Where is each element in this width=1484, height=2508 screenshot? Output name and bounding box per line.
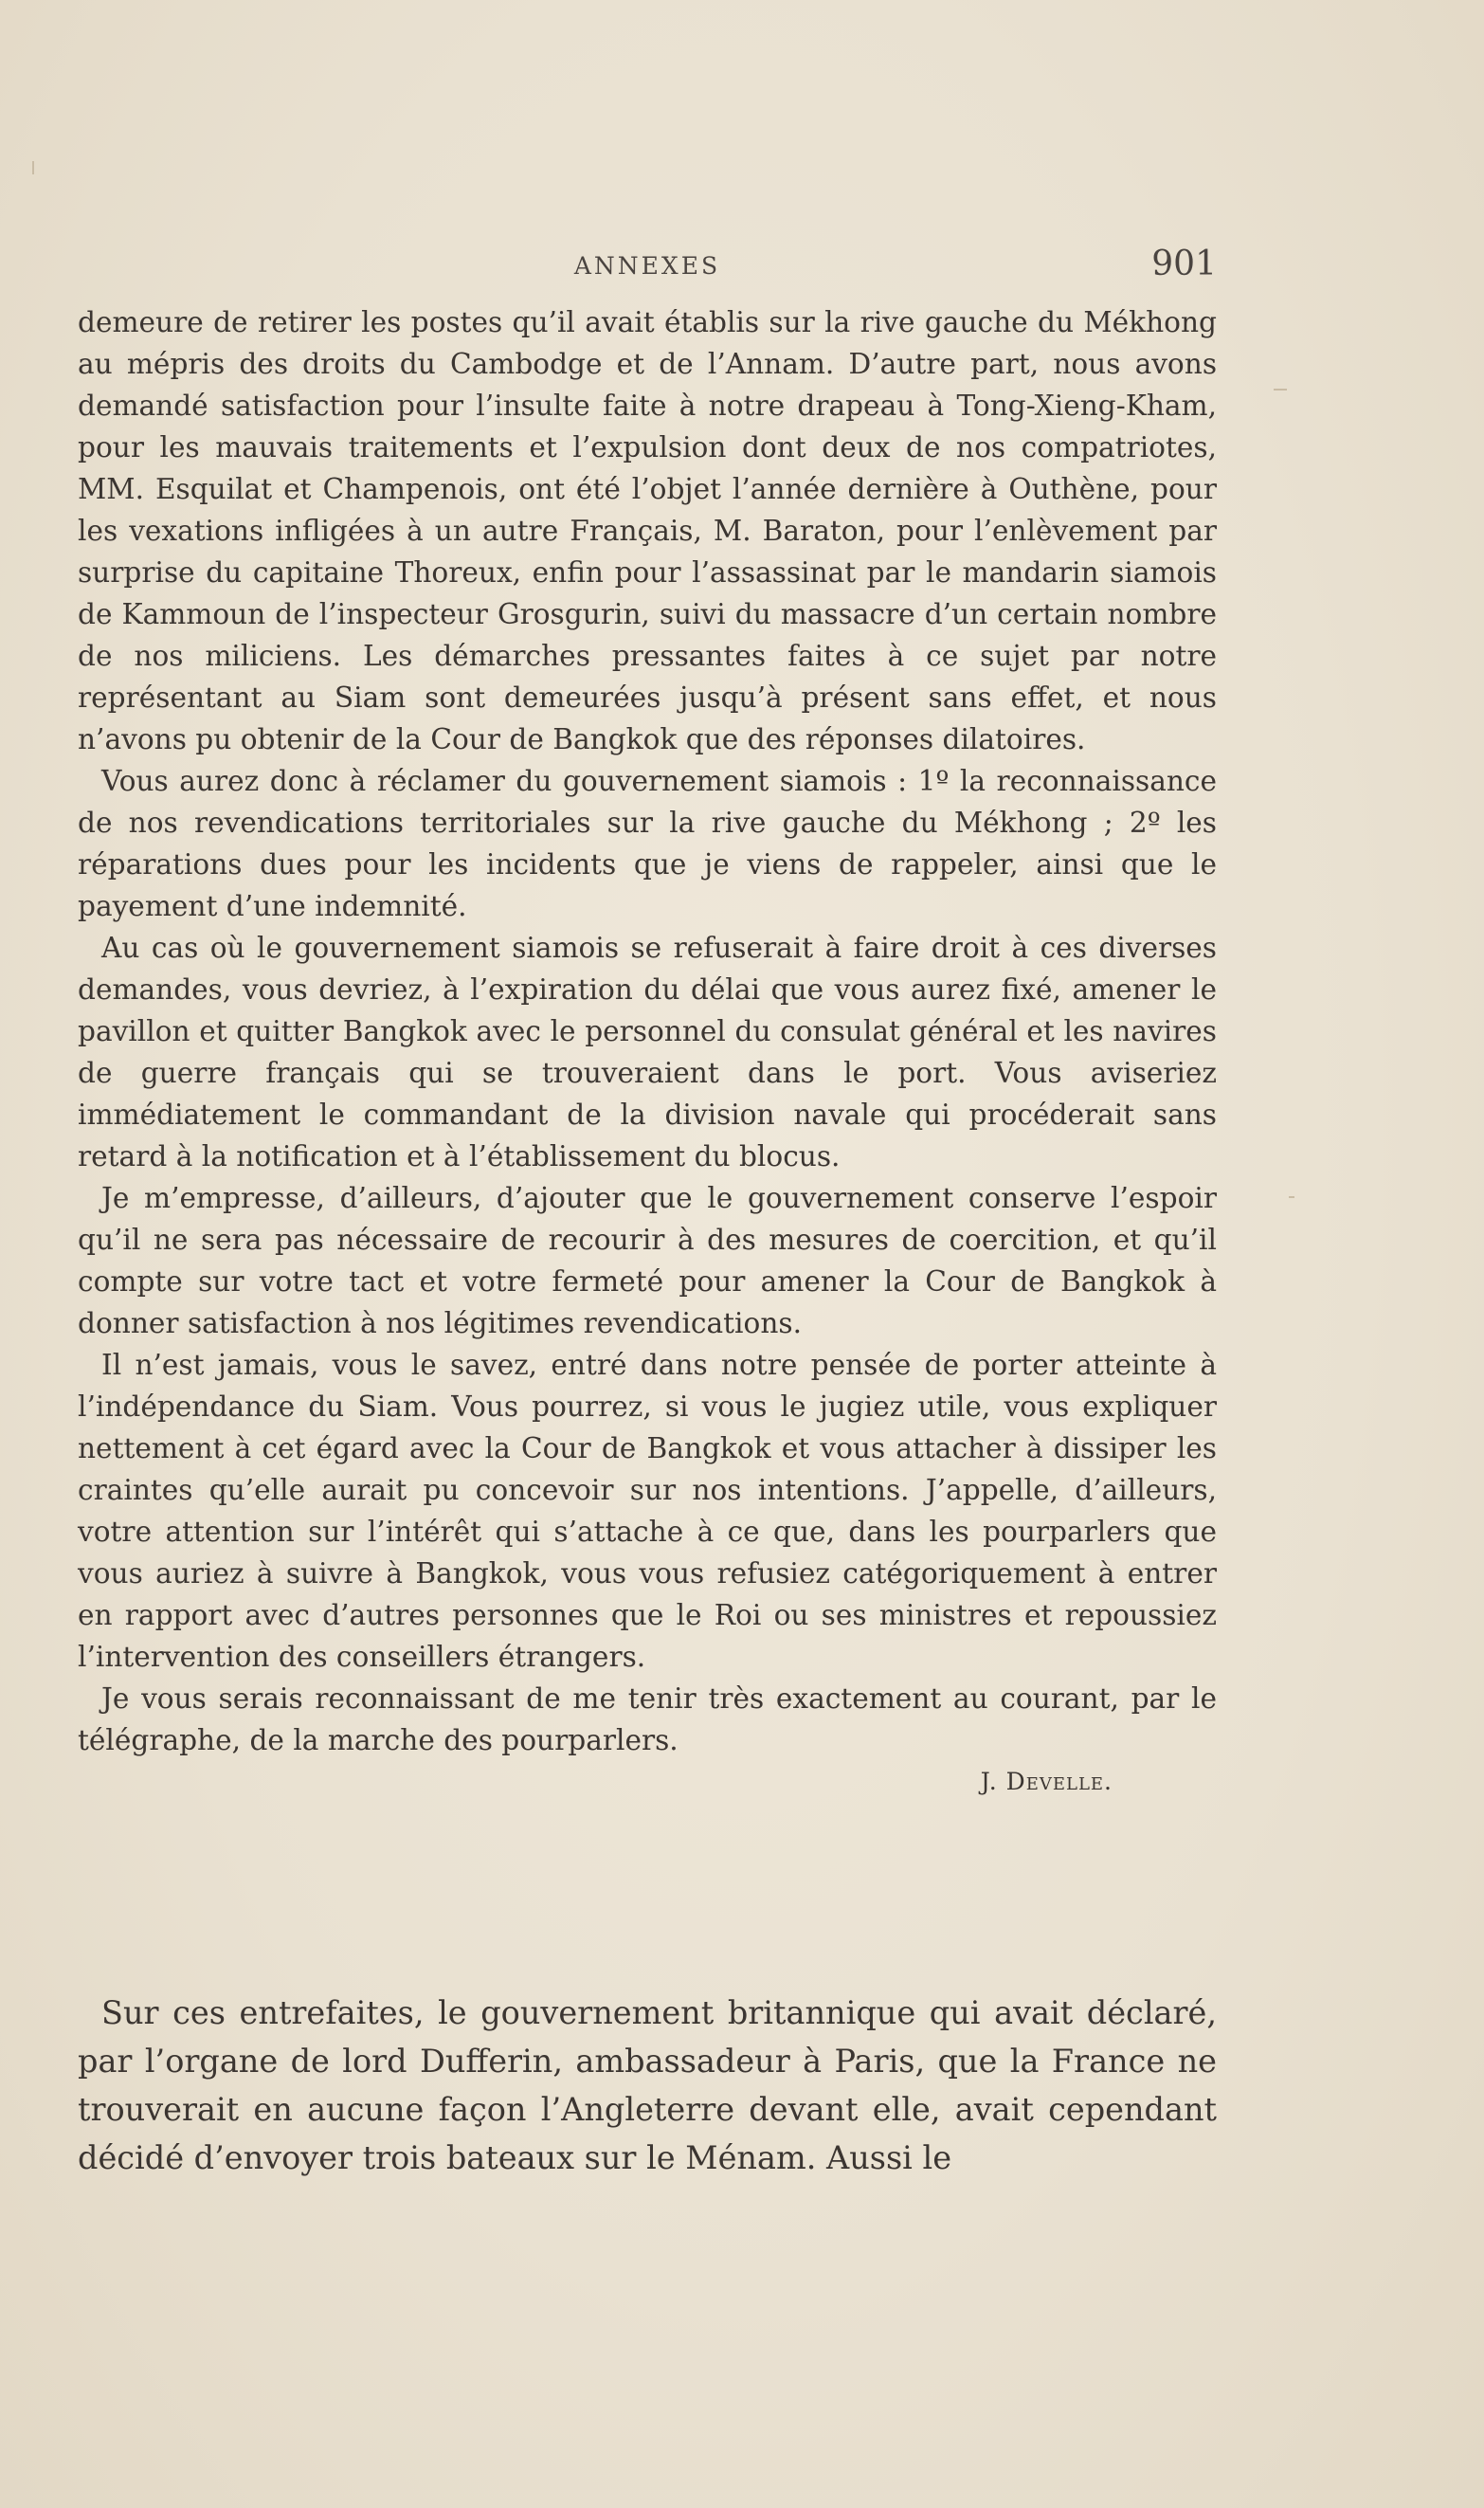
signature: J. Develle.: [980, 1768, 1113, 1795]
narrative-paragraph: Sur ces entrefaites, le gouvernement britannique qui avait déclaré, par l’organe de lord Dufferin, ambassadeur à Paris, que la France ne trouverait en aucune façon l’Angleterre devant elle, avait cependant décidé d’envoyer trois bateaux sur le Ménam. Aussi le: [78, 1994, 1217, 2176]
running-title: ANNEXES: [573, 252, 721, 280]
letter-block: [78, 301, 1217, 1803]
running-head: [78, 245, 1217, 286]
page-edge-mark: [1274, 389, 1287, 391]
letter-paragraph: Au cas où le gouvernement siamois se refuserait à faire droit à ces diverses demandes, vous devriez, à l’expiration du délai que vous aurez fixé, amener le pavillon et quitter Bangkok avec le personnel du consulat général et les navires de guerre français qui se trouveraient dans le port. Vous aviseriez immédiatement le commandant de la division navale qui procéderait sans retard à la notification et à l’établissement du blocus.: [78, 932, 1217, 1172]
letter-paragraph: Il n’est jamais, vous le savez, entré dans notre pensée de porter atteinte à l’indépendance du Siam. Vous pourrez, si vous le jugiez utile, vous expliquer nettement à cet égard avec la Cour de Bangkok et vous attacher à dissiper les craintes qu’elle aurait pu concevoir sur nos intentions. J’appelle, d’ailleurs, votre attention sur l’intérêt qui s’attache à ce que, dans les pourparlers que vous auriez à suivre à Bangkok, vous vous refusiez catégoriquement à entrer en rapport avec d’autres personnes que le Roi ou ses ministres et repoussiez l’intervention des conseillers étrangers.: [78, 1349, 1217, 1673]
letter-paragraph: Je m’empresse, d’ailleurs, d’ajouter que le gouvernement conserve l’espoir qu’il ne sera pas nécessaire de recourir à des mesures de coercition, et qu’il compte sur votre tact et votre fermeté pour amener la Cour de Bangkok à donner satisfaction à nos légitimes revendications.: [78, 1182, 1217, 1339]
narrative-text: [78, 1989, 1217, 2182]
letter-paragraph: Je vous serais reconnaissant de me tenir très exactement au courant, par le télégraphe, de la marche des pourparlers.: [78, 1682, 1217, 1756]
page-number: 901: [1151, 245, 1217, 283]
page-edge-mark: [1289, 1196, 1294, 1198]
letter-paragraph: demeure de retirer les postes qu’il avait établis sur la rive gauche du Mékhong au mépris des droits du Cambodge et de l’Annam. D’autre part, nous avons demandé satisfaction pour l’insulte faite à notre drapeau à Tong-Xieng-Kham, pour les mauvais traitements et l’expulsion dont deux de nos compatriotes, MM. Esquilat et Champenois, ont été l’objet l’année dernière à Outhène, pour les vexations infligées à un autre Français, M. Baraton, pour l’enlèvement par surprise du capitaine Thoreux, enfin pour l’assassinat par le mandarin siamois de Kammoun de l’inspecteur Grosgurin, suivi du massacre d’un certain nombre de nos miliciens. Les démarches pressantes faites à ce sujet par notre représentant au Siam sont demeurées jusqu’à présent sans effet, et nous n’avons pu obtenir de la Cour de Bangkok que des réponses dilatoires.: [78, 306, 1217, 755]
letter-paragraph: Vous aurez donc à réclamer du gouvernement siamois : 1º la reconnaissance de nos revendications territoriales sur la rive gauche du Mékhong ; 2º les réparations dues pour les incidents que je viens de rappeler, ainsi que le payement d’une indemnité.: [78, 765, 1217, 922]
page-edge-mark: [32, 161, 34, 174]
